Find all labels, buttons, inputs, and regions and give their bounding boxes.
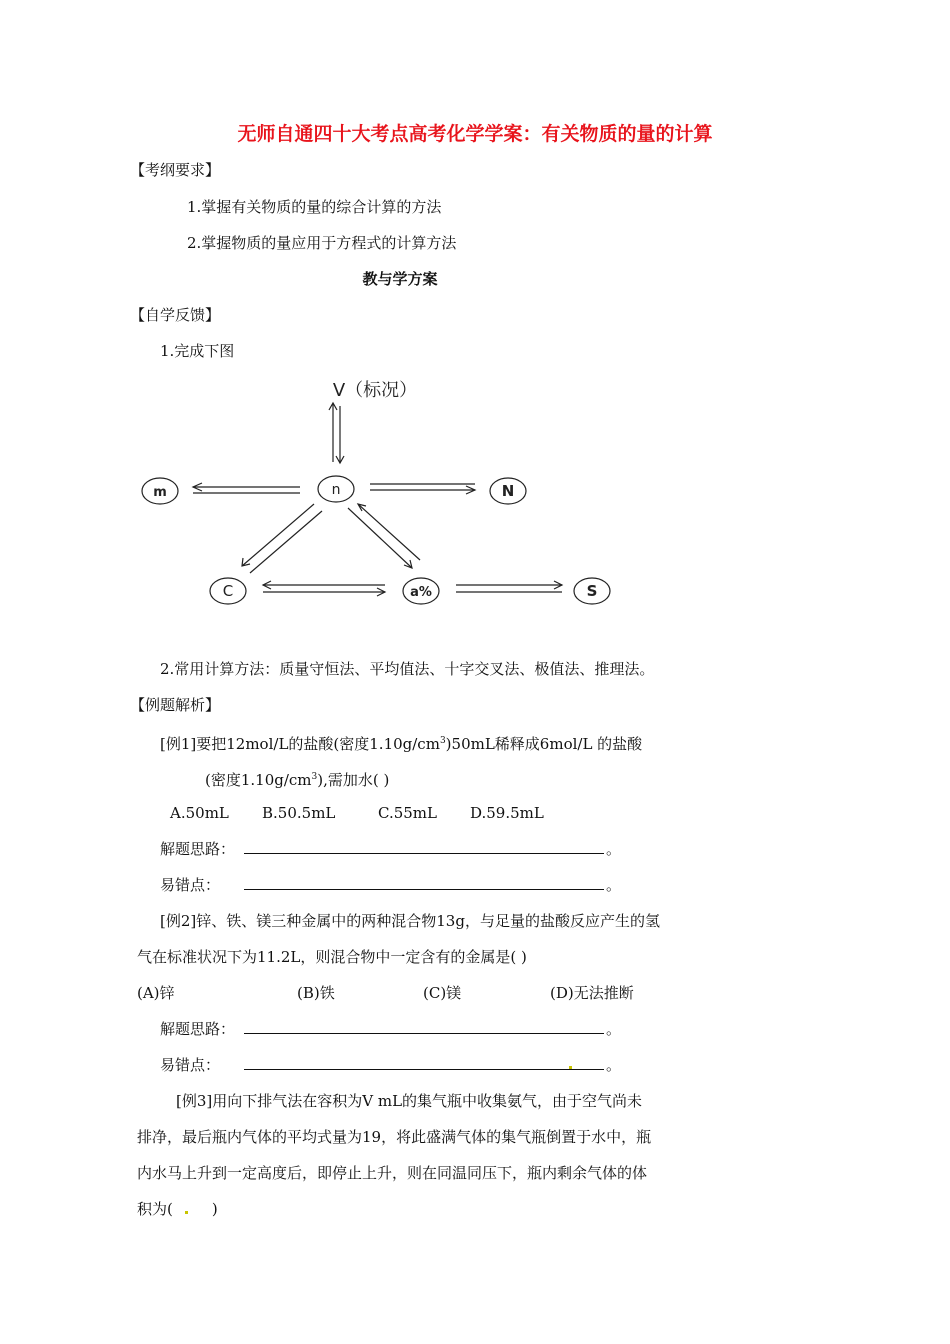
example1-option-a: A.50mL (170, 804, 229, 822)
example1-option-b: B.50.5mL (262, 804, 336, 822)
example3-line1: [例3]用向下排气法在容积为V mL的集气瓶中收集氨气，由于空气尚未 (176, 1092, 643, 1110)
feedback-header: 【自学反馈】 (130, 306, 221, 324)
example1-thinking-period: 。 (606, 840, 622, 858)
feedback-item-1: 1.完成下图 (160, 342, 235, 360)
stray-dot-2 (185, 1211, 188, 1214)
example1-error-period: 。 (606, 876, 622, 894)
stray-dot (569, 1066, 572, 1069)
example2-line2: 气在标准状况下为11.2L，则混合物中一定含有的金属是( ) (137, 948, 527, 966)
example3-line3: 内水马上升到一定高度后，即停止上升，则在同温同压下，瓶内剩余气体的体 (137, 1164, 648, 1182)
example1-line2: (密度$1.10g/cm^3$),需加水( ) (205, 771, 390, 789)
example1-thinking-label: 解题思路： (160, 840, 236, 858)
example1-error-label: 易错点： (160, 876, 221, 894)
label-S: S (586, 582, 598, 600)
example1-error-blank[interactable] (244, 889, 604, 890)
example2-thinking-period: 。 (606, 1020, 622, 1038)
outline-item-1: 1.掌握有关物质的量的综合计算的方法 (187, 198, 442, 216)
label-a-percent: a% (410, 585, 432, 600)
label-n: n (331, 482, 341, 498)
examples-header: 【例题解析】 (130, 696, 221, 714)
example2-line1: [例2]锌、铁、镁三种金属中的两种混合物13g，与足量的盐酸反应产生的氢 (160, 912, 660, 930)
example2-error-label: 易错点： (160, 1056, 221, 1074)
plan-header: 教与学方案 (362, 270, 438, 288)
label-V: V（标况） (332, 380, 418, 401)
example1-thinking-blank[interactable] (244, 853, 604, 854)
example3-line4: 积为( ) (137, 1200, 218, 1218)
example3-line2: 排净，最后瓶内气体的平均式量为19，将此盛满气体的集气瓶倒置于水中，瓶 (137, 1128, 652, 1146)
example2-option-c: (C)镁 (423, 984, 462, 1002)
example2-thinking-blank[interactable] (244, 1033, 604, 1034)
example2-option-a: (A)锌 (137, 984, 175, 1002)
label-m: m (153, 485, 167, 500)
page-title: 无师自通四十大考点高考化学学案：有关物质的量的计算 (237, 123, 713, 145)
example1-option-d: D.59.5mL (470, 804, 544, 822)
example2-error-blank[interactable] (244, 1069, 604, 1070)
example2-error-period: 。 (606, 1056, 622, 1074)
example2-option-d: (D)无法推断 (550, 984, 634, 1002)
example1-line1: [例1]要把12mol/L的盐酸(密度$1.10g/cm^3)50mL$稀释成6mol/L 的盐酸 (160, 735, 643, 753)
quantity-relation-diagram (130, 370, 630, 615)
example1-option-c: C.55mL (378, 804, 437, 822)
feedback-item-2: 2.常用计算方法：质量守恒法、平均值法、十字交叉法、极值法、推理法。 (160, 660, 655, 678)
outline-header: 【考纲要求】 (130, 161, 221, 179)
example2-thinking-label: 解题思路： (160, 1020, 236, 1038)
outline-item-2: 2.掌握物质的量应用于方程式的计算方法 (187, 234, 457, 252)
label-N: N (501, 482, 515, 500)
label-C: C (222, 582, 234, 600)
example2-option-b: (B)铁 (297, 984, 335, 1002)
